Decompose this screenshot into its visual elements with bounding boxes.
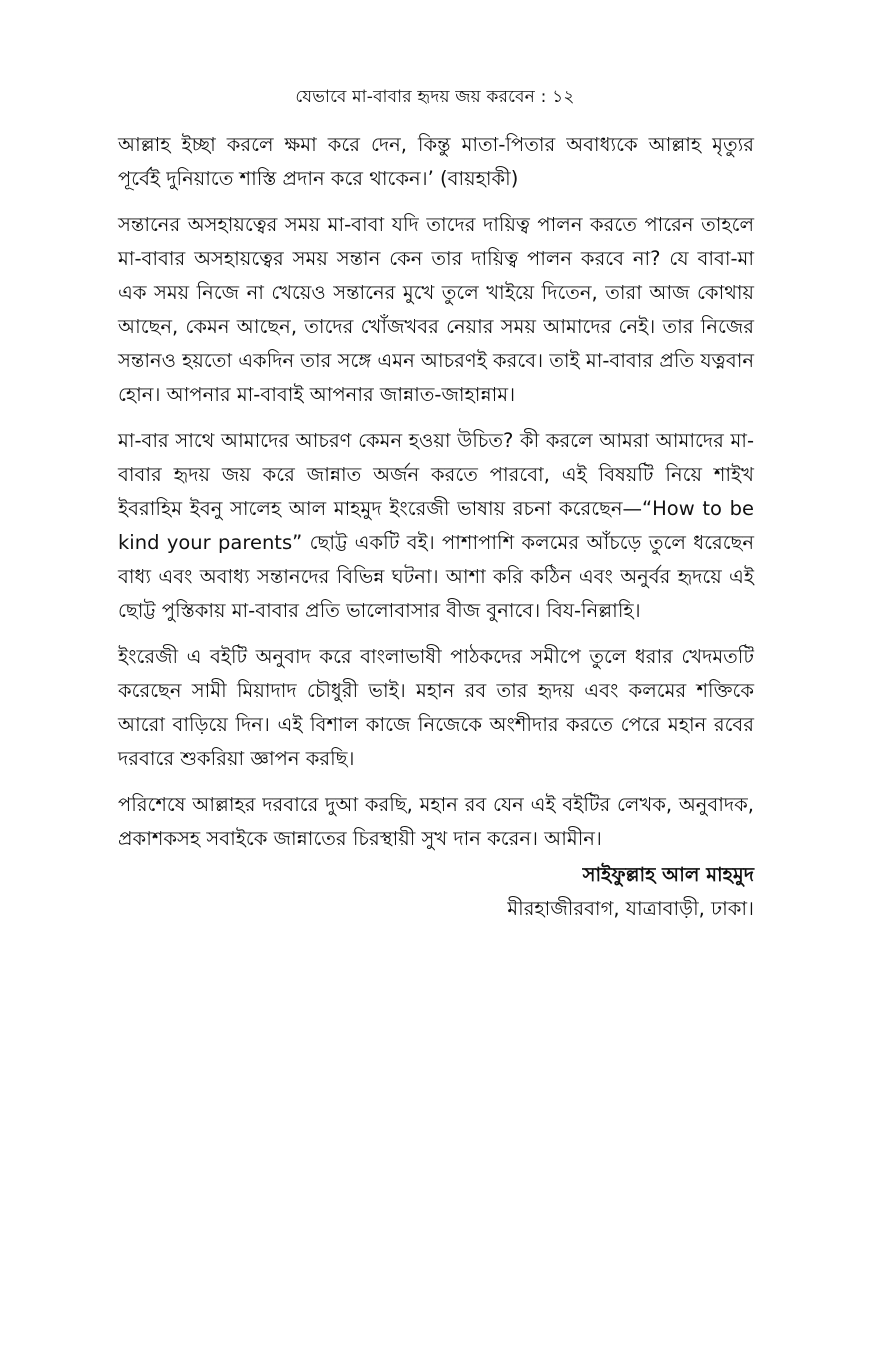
paragraph-3: মা-বার সাথে আমাদের আচরণ কেমন হওয়া উচিত? কী করলে আমরা আমাদের মা-বাবার হৃদয় জয় করে জান্নাত অর্জন করতে পারবো, এই বিষয়টি নিয়ে শাইখ ইবরাহিম ইবনু সালেহ আল মাহমুদ ইংরেজী ভাষায় রচনা করেছেন—“How to be kind your parents” ছোট্ট একটি বই। পাশাপাশি কলমের আঁচড়ে তুলে ধরেছেন বাধ্য এবং অবাধ্য সন্তানদের বিভিন্ন ঘটনা। আশা করি কঠিন এবং অনুর্বর হৃদয়ে এই ছোট্ট পুস্তিকায় মা-বাবার প্রতি ভালোবাসার বীজ বুনাবে। বিয-নিল্লাহি। [118, 429, 754, 622]
running-header: যেভাবে মা-বাবার হৃদয় জয় করবেন : ১২ [295, 87, 575, 107]
paragraph-4: ইংরেজী এ বইটি অনুবাদ করে বাংলাভাষী পাঠকদের সমীপে তুলে ধরার খেদমতটি করেছেন সামী মিয়াদাদ চৌধুরী ভাই। মহান রব তার হৃদয় এবং কলমের শক্তিকে আরো বাড়িয়ে দিন। এই বিশাল কাজে নিজেকে অংশীদার করতে পেরে মহান রবের দরবারে শুকরিয়া জ্ঞাপন করছি। [118, 645, 754, 770]
paragraph-1: আল্লাহ ইচ্ছা করলে ক্ষমা করে দেন, কিন্তু মাতা-পিতার অবাধ্যকে আল্লাহ মৃত্যুর পূর্বেই দুনিয়াতে শাস্তি প্রদান করে থাকেন।’ (বায়হাকী) [118, 133, 754, 190]
signature-block [507, 858, 754, 926]
author-name: সাইফুল্লাহ আল মাহমুদ [582, 863, 754, 886]
body-text [118, 128, 754, 868]
author-address: মীরহাজীরবাগ, যাত্রাবাড়ী, ঢাকা। [507, 897, 754, 920]
paragraph-5: পরিশেষে আল্লাহর দরবারে দুআ করছি, মহান রব যেন এই বইটির লেখক, অনুবাদক, প্রকাশকসহ সবাইকে জান্নাতের চিরস্থায়ী সুখ দান করেন। আমীন। [118, 793, 754, 850]
paragraph-2: সন্তানের অসহায়ত্বের সময় মা-বাবা যদি তাদের দায়িত্ব পালন করতে পারেন তাহলে মা-বাবার অসহায়ত্বের সময় সন্তান কেন তার দায়িত্ব পালন করবে না? যে বাবা-মা এক সময় নিজে না খেয়েও সন্তানের মুখে তুলে খাইয়ে দিতেন, তারা আজ কোথায় আছেন, কেমন আছেন, তাদের খোঁজখবর নেয়ার সময় আমাদের নেই। তার নিজের সন্তানও হয়তো একদিন তার সঙ্গে এমন আচরণই করবে। তাই মা-বাবার প্রতি যত্নবান হোন। আপনার মা-বাবাই আপনার জান্নাত-জাহান্নাম। [118, 213, 755, 406]
